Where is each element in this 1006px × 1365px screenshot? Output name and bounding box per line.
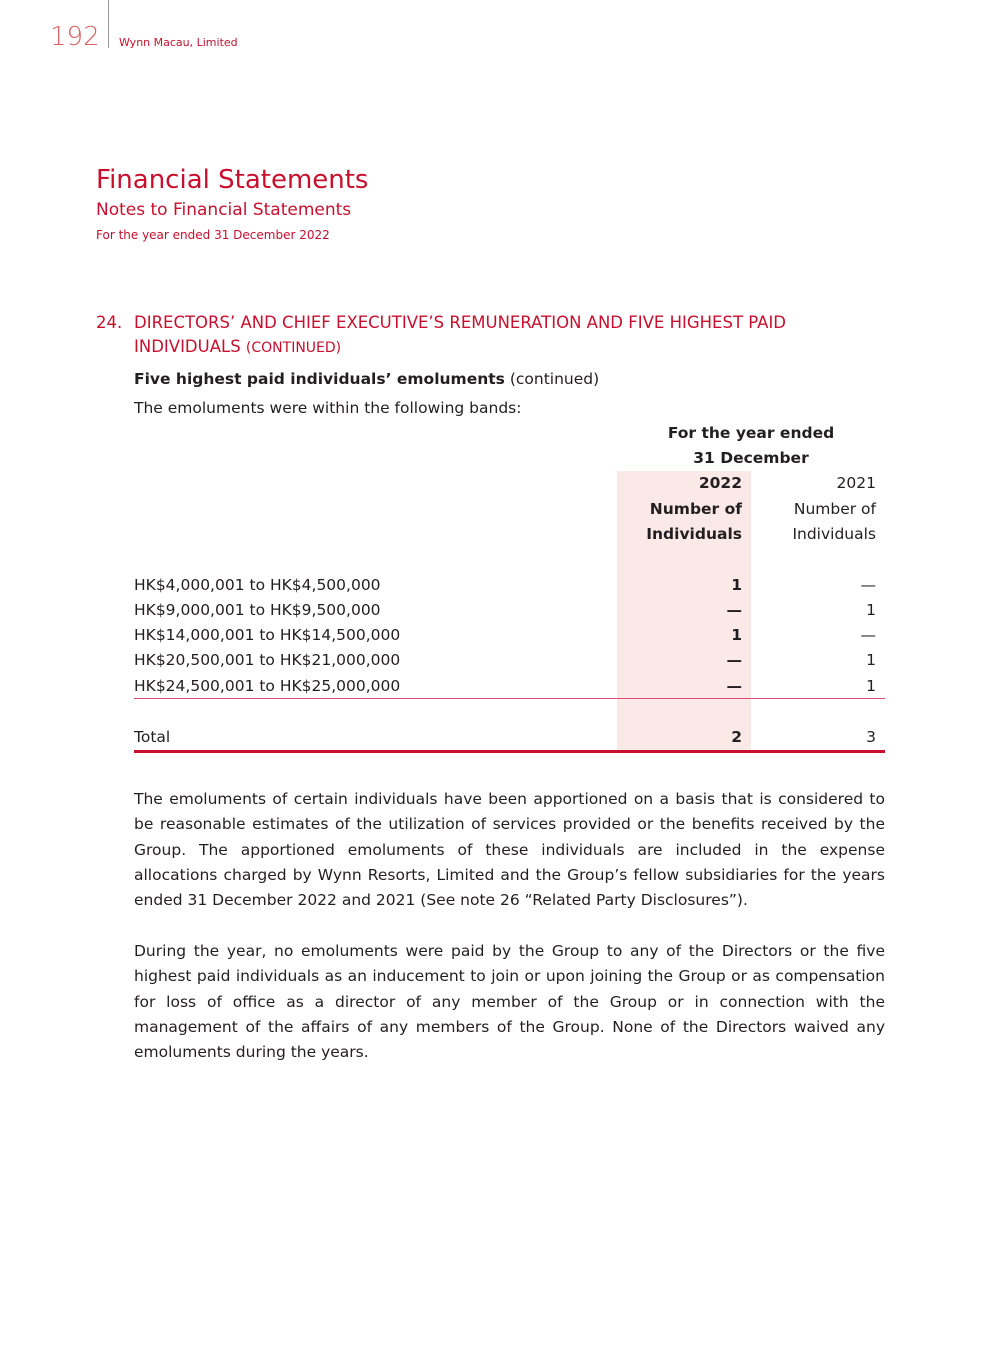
subtotal-rule [134,698,885,699]
subheading [134,367,885,392]
band-label: HK$14,000,001 to HK$14,500,000 [134,626,401,644]
col-header-year: 2022 [698,474,742,492]
page-number: 192 [50,22,100,52]
page-subtitle: Notes to Financial Statements [96,200,352,220]
value-2021: 1 [866,651,876,669]
total-label: Total [134,728,171,746]
col-header-line2: Individuals [646,525,742,543]
value-2021: — [860,576,876,594]
paragraph: The emoluments of certain individuals have been apportioned on a basis that is considered to be reasonable estimates of the utilization of services provided or the benefits received by the Group. The apportioned emoluments of these individuals are included in the expense allocations charged by Wynn Resorts, Limited and the Group’s fellow subsidiaries for the years ended 31 December 2022 and 2021 (See note 26 “Related Party Disclosures”). [134,790,885,910]
value-2022: 1 [731,576,742,594]
subheading-rest: (continued) [509,370,600,388]
header-divider [108,0,109,48]
period-label: For the year ended 31 December 2022 [96,228,330,242]
total-2021: 3 [866,728,876,746]
value-2022: — [726,651,742,669]
intro-text: The emoluments were within the following bands: [134,399,522,417]
col-header-line2: Individuals [792,525,876,543]
col-header-year: 2021 [836,474,876,492]
value-2022: 1 [731,626,742,644]
band-label: HK$4,000,001 to HK$4,500,000 [134,576,381,594]
page-title: Financial Statements [96,165,369,195]
company-name: Wynn Macau, Limited [119,36,238,49]
continued-label: (CONTINUED) [245,340,342,356]
value-2021: — [860,626,876,644]
section-number: 24. [96,313,123,332]
section-heading [96,311,886,360]
paragraph: During the year, no emoluments were paid by the Group to any of the Directors or the five highest paid individuals as an inducement to join or upon joining the Group or as compensation for loss of office as a director of any member of the Group or in connection with the management of the affairs of any members of the Group. None of the Directors waived any emoluments during the years. [134,942,885,1062]
value-2022: — [726,601,742,619]
col-header-line1: Number of [793,500,876,518]
section-title: DIRECTORS’ AND CHIEF EXECUTIVE’S REMUNERATION AND FIVE HIGHEST PAID INDIVIDUALS [134,313,787,356]
band-label: HK$20,500,001 to HK$21,000,000 [134,651,401,669]
group-header: 31 December [693,449,809,467]
total-rule [134,750,885,753]
value-2022: — [726,677,742,695]
band-label: HK$24,500,001 to HK$25,000,000 [134,677,401,695]
total-2022: 2 [731,728,742,746]
band-label: HK$9,000,001 to HK$9,500,000 [134,601,381,619]
group-header: For the year ended [667,424,835,442]
value-2021: 1 [866,677,876,695]
value-2021: 1 [866,601,876,619]
col-header-line1: Number of [649,500,742,518]
subheading-bold: Five highest paid individuals’ emoluments [134,370,505,388]
